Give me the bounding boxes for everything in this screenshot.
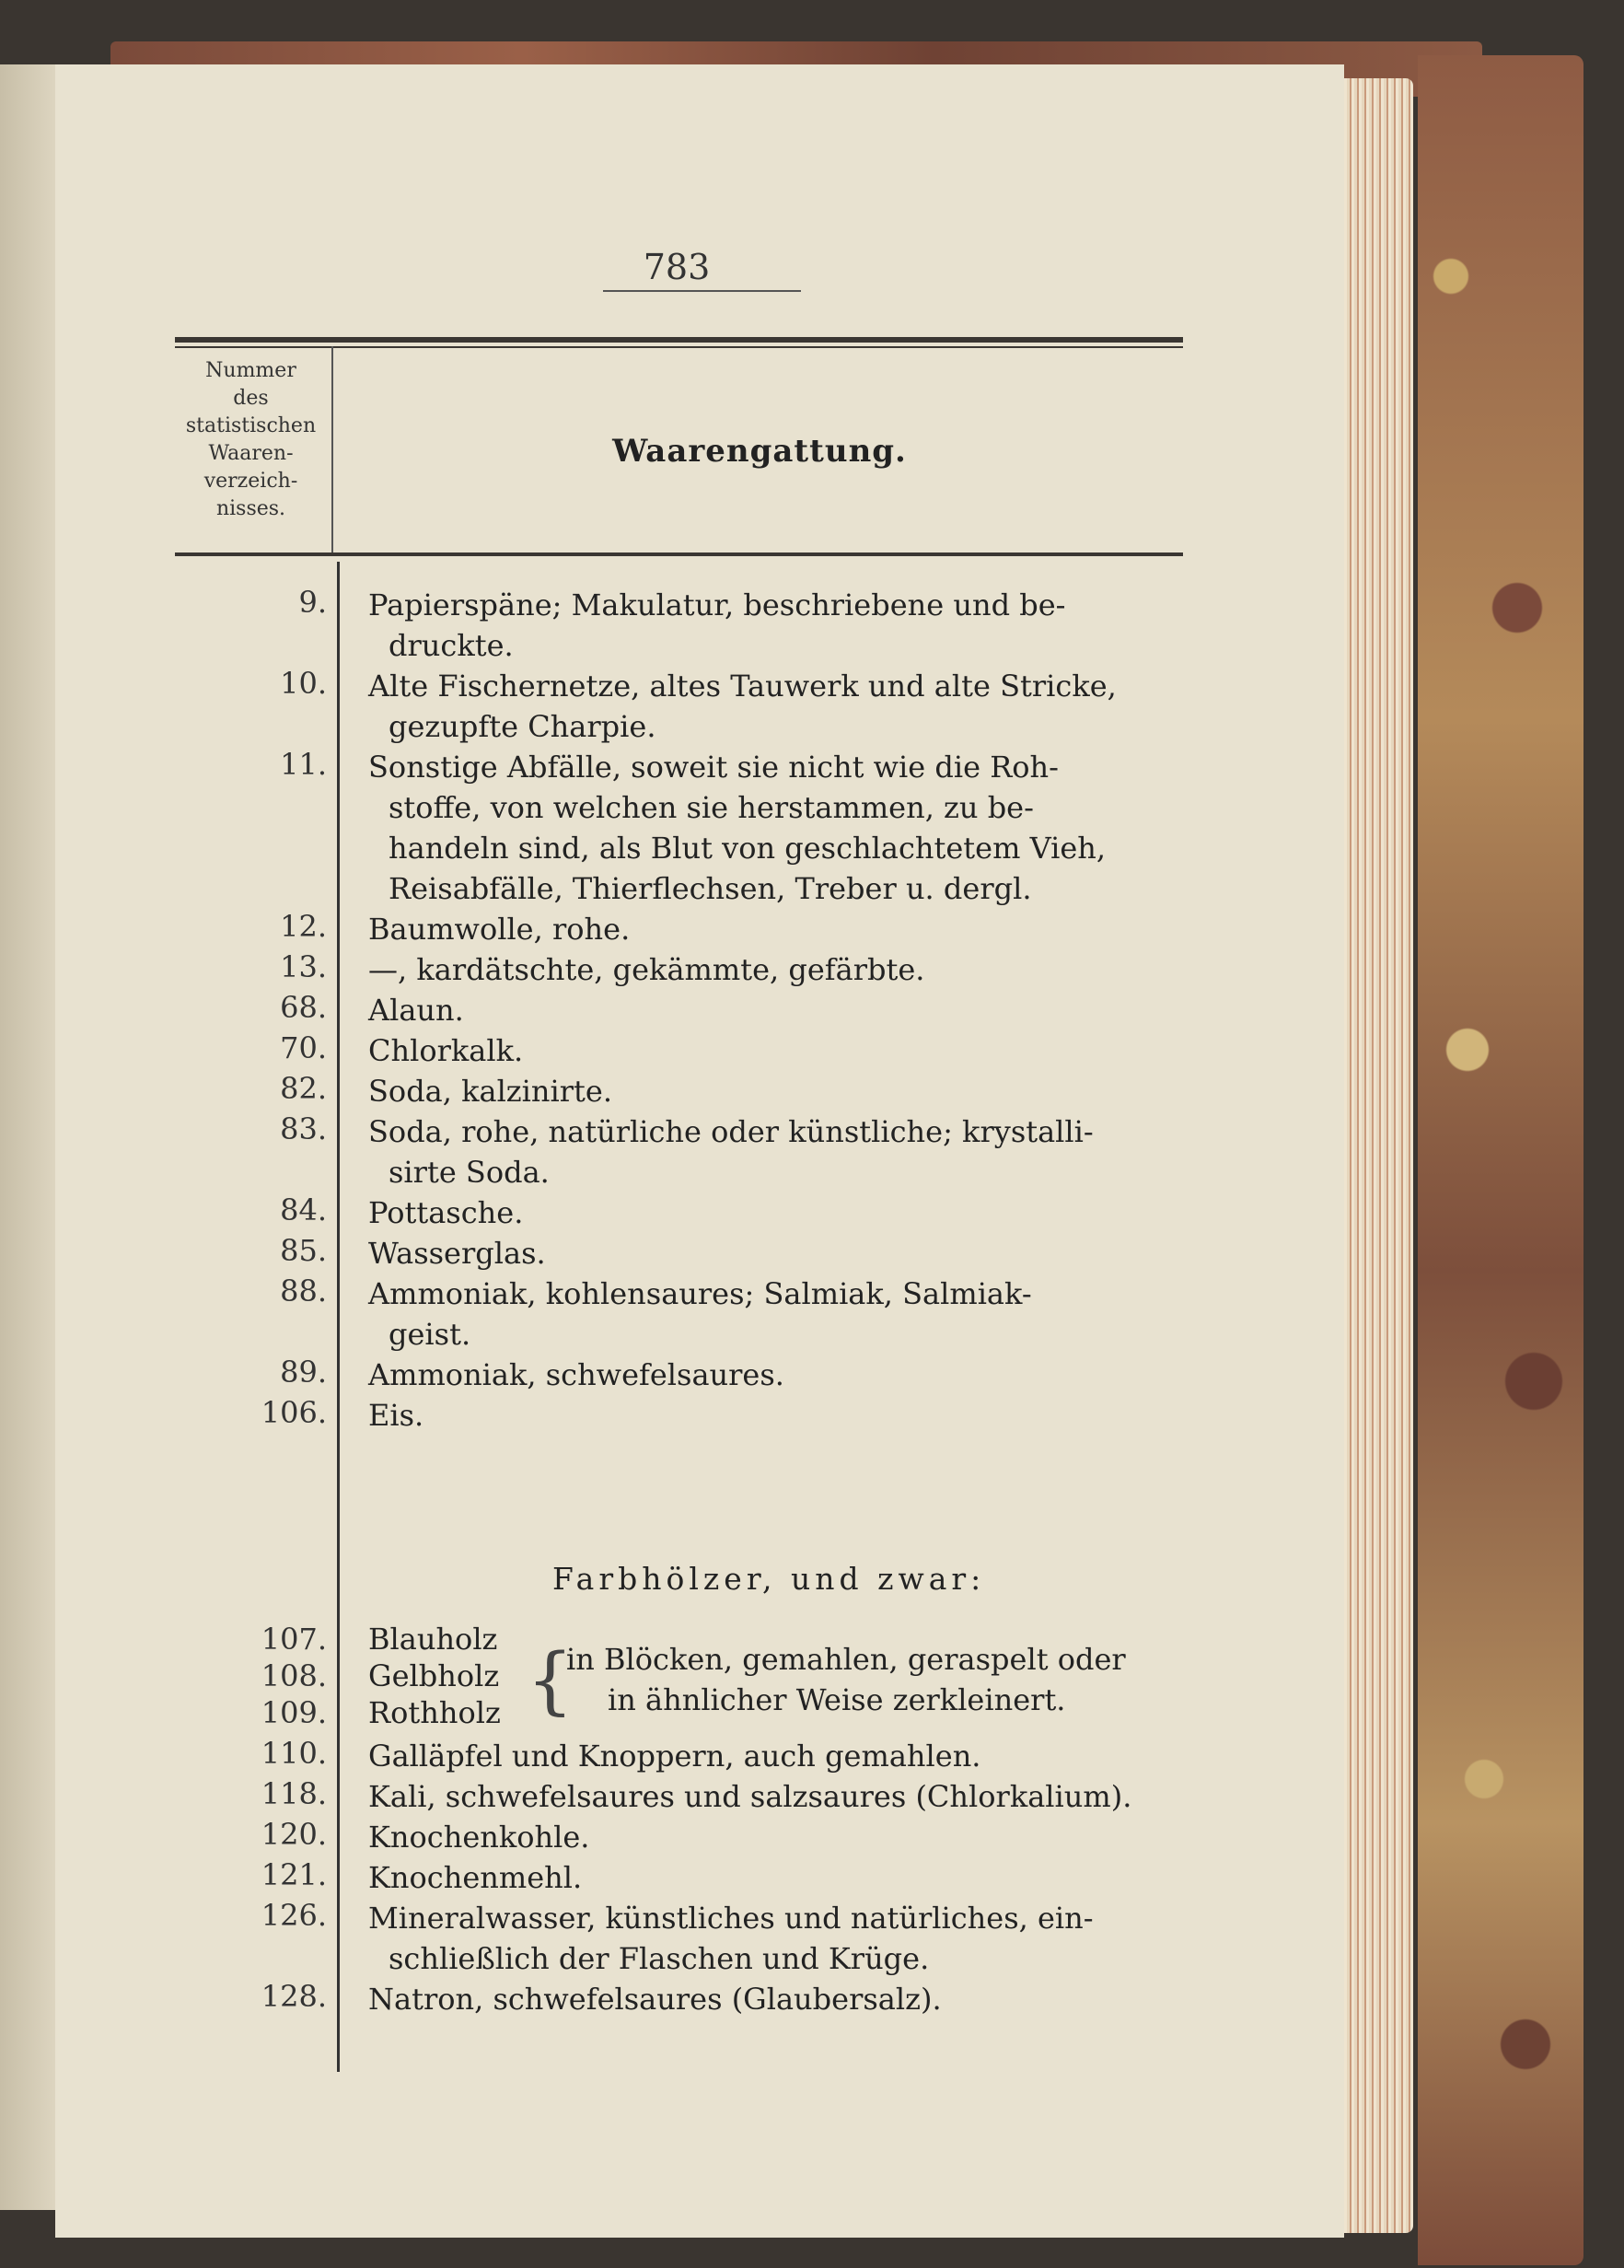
entry-text-line: Wasserglas. — [368, 1236, 546, 1271]
entry-text-line: Soda, rohe, natürliche oder künstliche; krystalli- — [368, 1114, 1094, 1149]
brace-text-line: in ähnlicher Weise zerkleinert. — [608, 1682, 1066, 1717]
entry-number: 11. — [280, 747, 327, 782]
entry-text-line: sirte Soda. — [389, 1155, 550, 1190]
page-number: 783 — [643, 247, 711, 287]
facing-page-edge — [0, 64, 55, 2210]
entry-text-line: Natron, schwefelsaures (Glaubersalz). — [368, 1982, 942, 2017]
entry-text-line: Soda, kalzinirte. — [368, 1074, 612, 1109]
entry-number: 126. — [261, 1898, 327, 1933]
entry-number: 106. — [261, 1395, 327, 1430]
entry-number: 120. — [261, 1817, 327, 1852]
entry-text-line: Ammoniak, schwefelsaures. — [368, 1357, 784, 1392]
entry-text-line: Eis. — [368, 1398, 424, 1433]
header-number-line: des — [233, 387, 269, 410]
entry-text — [368, 666, 1197, 747]
entry-text-line: Mineralwasser, künstliches und natürliches, ein- — [368, 1901, 1094, 1936]
entry-text — [368, 1817, 1197, 1857]
entry-text-line: Alaun. — [368, 993, 464, 1028]
entry-text-line: Papierspäne; Makulatur, beschriebene und be- — [368, 587, 1066, 622]
entry-number: 128. — [261, 1979, 327, 2014]
entry-item: Rothholz — [368, 1695, 501, 1730]
entry-text — [368, 1736, 1197, 1776]
entry-number: 70. — [280, 1030, 327, 1065]
curly-brace: { — [527, 1637, 574, 1723]
entry-number: 89. — [280, 1355, 327, 1390]
entry-text-line: schließlich der Flaschen und Krüge. — [389, 1941, 930, 1976]
entry-number: 88. — [280, 1274, 327, 1308]
entry-text-line: geist. — [389, 1317, 471, 1352]
header-number-line: verzeich- — [203, 470, 298, 493]
header-column-divider — [331, 346, 333, 554]
entry-number: 68. — [280, 990, 327, 1025]
entry-text — [368, 1274, 1197, 1355]
entry-text — [368, 1233, 1197, 1274]
header-number-column — [175, 357, 327, 523]
entry-number: 12. — [280, 909, 327, 944]
section-title: Farbhölzer, und zwar: — [552, 1561, 986, 1597]
entry-text — [368, 747, 1197, 909]
book-cover-marbled — [1418, 55, 1583, 2265]
brace-group-items — [368, 1621, 529, 1731]
entry-number: 118. — [261, 1776, 327, 1811]
brace-text-line: in Blöcken, gemahlen, geraspelt oder — [566, 1642, 1126, 1677]
entry-text — [368, 1192, 1197, 1233]
entry-number: 82. — [280, 1071, 327, 1106]
entry-text — [368, 1898, 1197, 1979]
entry-text — [368, 1030, 1197, 1071]
entry-text — [368, 1857, 1197, 1898]
header-number-line: Nummer — [205, 359, 296, 382]
header-number-line: nisses. — [215, 497, 286, 520]
entry-text-line: Pottasche. — [368, 1195, 524, 1230]
entry-text — [368, 1395, 1197, 1436]
entry-text-line: Knochenkohle. — [368, 1820, 590, 1855]
book-page — [55, 64, 1344, 2238]
entry-number: 110. — [261, 1736, 327, 1771]
brace-group-numbers — [175, 1621, 327, 1731]
entry-text-line: handeln sind, als Blut von geschlachtetem Vieh, — [389, 831, 1107, 866]
entry-text-line: Ammoniak, kohlensaures; Salmiak, Salmiak- — [368, 1276, 1032, 1311]
entry-text-line: Baumwolle, rohe. — [368, 912, 631, 947]
entry-text-line: Alte Fischernetze, altes Tauwerk und alte Stricke, — [368, 669, 1117, 704]
entry-text — [368, 1111, 1197, 1192]
header-title: Waarengattung. — [612, 433, 907, 470]
entry-text-line: stoffe, von welchen sie herstammen, zu be- — [389, 790, 1034, 825]
page-number-rule — [603, 290, 801, 292]
entry-text — [368, 1071, 1197, 1111]
entry-text-line: Reisabfälle, Thierflechsen, Treber u. dergl. — [389, 871, 1032, 906]
entry-number: 85. — [280, 1233, 327, 1268]
entry-number: 107. — [261, 1622, 327, 1657]
entry-text — [368, 585, 1197, 666]
body-column-divider — [337, 562, 340, 2072]
entry-text — [368, 1776, 1197, 1817]
page-edges — [1340, 78, 1413, 2233]
entry-text-line: Galläpfel und Knoppern, auch gemahlen. — [368, 1739, 981, 1774]
header-number-line: Waaren- — [208, 442, 294, 465]
entry-text — [368, 1979, 1197, 2019]
header-number-line: statistischen — [185, 414, 317, 437]
brace-group-text — [566, 1639, 1211, 1720]
table-top-rule-thin — [175, 346, 1183, 348]
entry-text — [368, 990, 1197, 1030]
entry-number: 9. — [298, 585, 327, 620]
header-bottom-rule — [175, 552, 1183, 556]
entry-text-line: gezupfte Charpie. — [389, 709, 656, 744]
entry-item: Blauholz — [368, 1622, 498, 1657]
entry-item: Gelbholz — [368, 1658, 500, 1693]
entry-text-line: druckte. — [389, 628, 514, 663]
entry-number: 84. — [280, 1192, 327, 1227]
entry-text-line: Chlorkalk. — [368, 1033, 524, 1068]
entry-text-line: Sonstige Abfälle, soweit sie nicht wie die Roh- — [368, 750, 1059, 785]
entry-text — [368, 949, 1197, 990]
entry-text — [368, 1355, 1197, 1395]
entry-text — [368, 909, 1197, 949]
entry-number: 109. — [261, 1695, 327, 1730]
entry-number: 10. — [280, 666, 327, 701]
entry-number: 13. — [280, 949, 327, 984]
entry-number: 121. — [261, 1857, 327, 1892]
entry-text-line: —, kardätschte, gekämmte, gefärbte. — [368, 952, 925, 987]
table-top-rule — [175, 337, 1183, 343]
entry-number: 83. — [280, 1111, 327, 1146]
entry-text-line: Knochenmehl. — [368, 1860, 583, 1895]
entry-text-line: Kali, schwefelsaures und salzsaures (Chlorkalium). — [368, 1779, 1132, 1814]
entry-number: 108. — [261, 1658, 327, 1693]
